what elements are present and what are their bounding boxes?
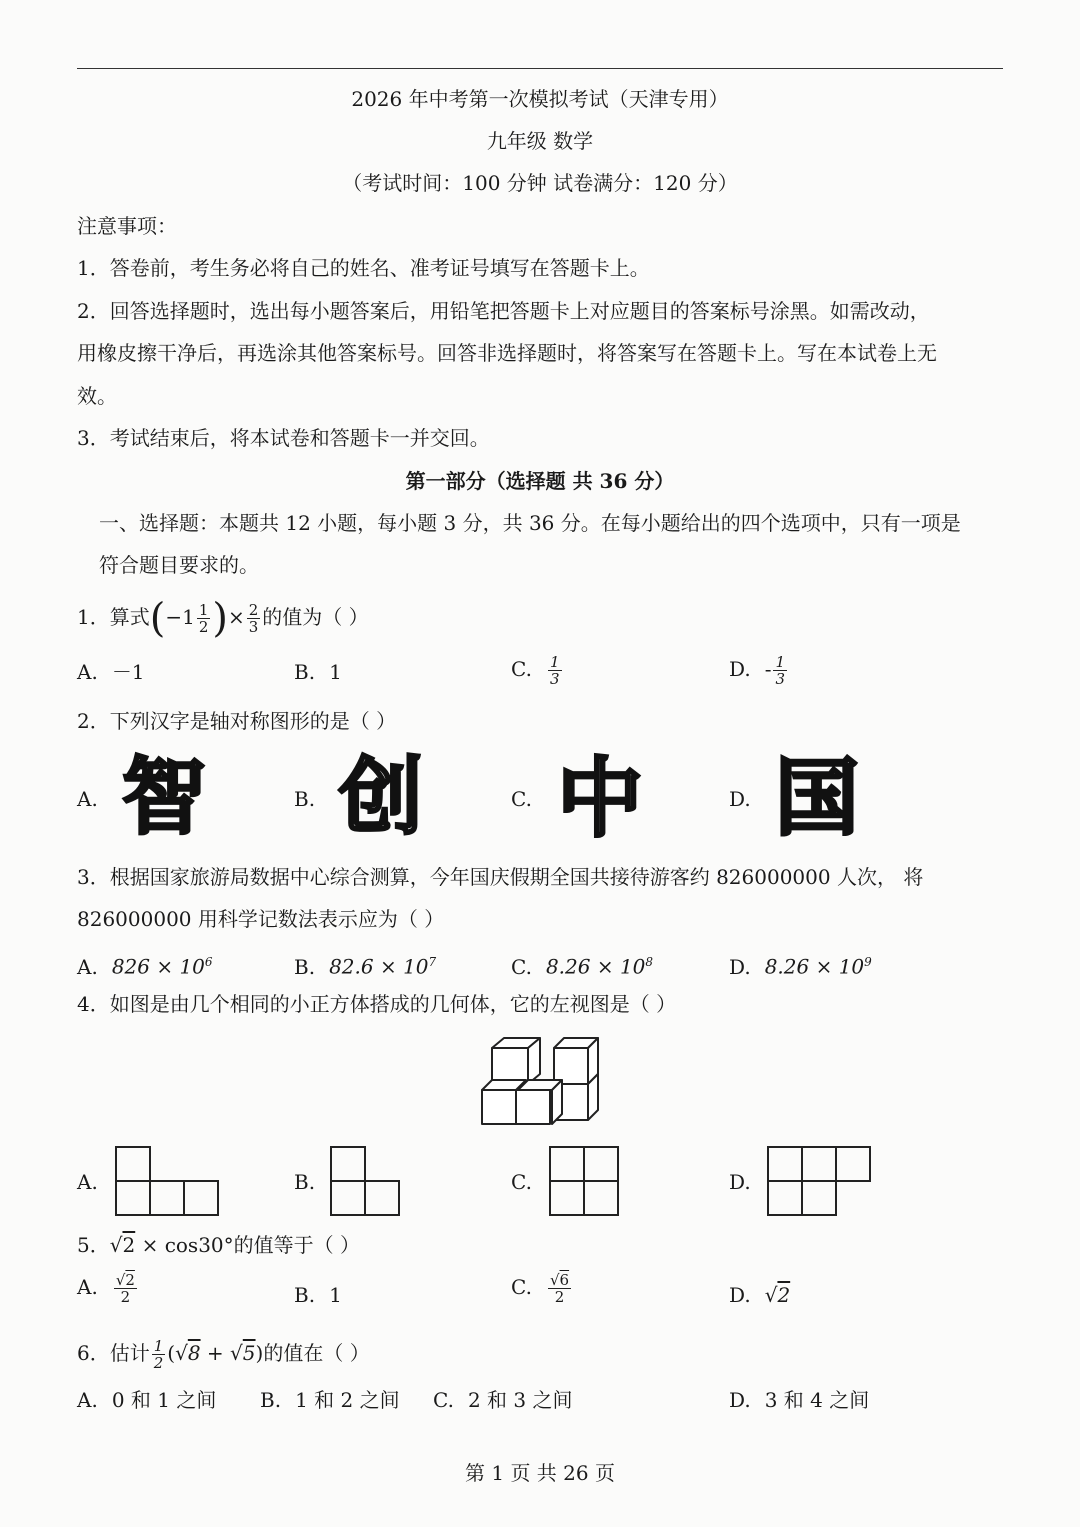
sqrt-value: 2 bbox=[125, 1271, 135, 1289]
fraction-den: 2 bbox=[120, 1288, 131, 1306]
q1-prefix: 1．算式 bbox=[77, 605, 150, 629]
glyph-char: 中 bbox=[557, 749, 643, 842]
q2-option-b[interactable] bbox=[294, 787, 315, 811]
q6-open-paren: (√ bbox=[167, 1341, 188, 1365]
q4-option-d[interactable] bbox=[729, 1170, 751, 1194]
q6-prefix: 6．估计 bbox=[77, 1341, 150, 1365]
notice-heading: 注意事项： bbox=[77, 214, 177, 238]
page-footer: 第 1 页 共 26 页 bbox=[465, 1461, 615, 1485]
option-label: B. bbox=[260, 1388, 282, 1412]
fraction-num: 1 bbox=[775, 653, 785, 671]
q1-frac2-den: 3 bbox=[248, 618, 259, 636]
exam-subtitle: 九年级 数学 bbox=[486, 129, 594, 153]
option-label: C. bbox=[433, 1388, 454, 1412]
q4-option-b-figure bbox=[329, 1145, 403, 1217]
option-value: －1 bbox=[111, 660, 145, 684]
question-2-stem: 2．下列汉字是轴对称图形的是（ ） bbox=[77, 709, 397, 733]
option-label: D. bbox=[729, 657, 751, 681]
q4-cube-figure bbox=[478, 1034, 604, 1128]
q2-option-b-glyph bbox=[334, 748, 428, 840]
option-label: B. bbox=[294, 660, 316, 684]
q1-option-a[interactable] bbox=[77, 660, 145, 684]
option-value: 1 bbox=[329, 1283, 342, 1307]
q2-option-d-glyph bbox=[770, 749, 864, 841]
glyph-char: 国 bbox=[774, 749, 860, 841]
option-value: 1 bbox=[329, 660, 342, 684]
q2-option-c-glyph bbox=[552, 748, 648, 842]
part1-heading: 第一部分（选择题 共 36 分） bbox=[405, 469, 675, 493]
notice-item-2-line-2: 用橡皮擦干净后，再选涂其他答案标号。回答非选择题时，将答案写在答题卡上。写在本试卷上无 bbox=[77, 341, 937, 365]
q3-option-b[interactable] bbox=[294, 950, 436, 979]
option-label: A. bbox=[77, 1275, 98, 1299]
q5-prefix: 5． bbox=[77, 1233, 110, 1257]
option-label: B. bbox=[294, 1170, 316, 1194]
q1-frac-2 bbox=[247, 602, 261, 635]
fraction-num: √2 bbox=[115, 1271, 135, 1289]
q4-option-d-figure bbox=[766, 1145, 872, 1217]
q1-neg: −1 bbox=[165, 605, 195, 629]
notice-item-3: 3．考试结束后，将本试卷和答题卡一并交回。 bbox=[77, 426, 490, 450]
fraction-den: 2 bbox=[554, 1288, 565, 1306]
option-fraction bbox=[548, 654, 562, 687]
option-label: A. bbox=[77, 660, 98, 684]
q6-sqrt-a: 8 bbox=[187, 1341, 201, 1365]
notice-item-1: 1．答卷前，考生务必将自己的姓名、准考证号填写在答题卡上。 bbox=[77, 256, 650, 280]
option-label: C. bbox=[511, 787, 532, 811]
option-label: A. bbox=[77, 787, 98, 811]
q1-option-d[interactable] bbox=[729, 654, 789, 687]
q6-option-d[interactable] bbox=[729, 1388, 869, 1412]
option-label: D. bbox=[729, 1170, 751, 1194]
q5-option-c[interactable] bbox=[511, 1272, 573, 1305]
option-label: D. bbox=[729, 1283, 751, 1307]
option-exponent: 7 bbox=[428, 955, 437, 969]
option-label: C. bbox=[511, 954, 532, 979]
option-label: B. bbox=[294, 787, 316, 811]
fraction-num: √6 bbox=[549, 1271, 570, 1289]
q4-option-a-figure bbox=[114, 1145, 220, 1217]
q4-option-a[interactable] bbox=[77, 1170, 98, 1194]
part1-instructions-line-2: 符合题目要求的。 bbox=[99, 553, 259, 577]
q1-times: × bbox=[227, 605, 245, 629]
option-value: 2 和 3 之间 bbox=[467, 1388, 573, 1412]
question-3-stem-line-2: 826000000 用科学记数法表示应为（ ） bbox=[77, 907, 445, 931]
q5-option-b[interactable] bbox=[294, 1283, 342, 1307]
q5-option-a[interactable] bbox=[77, 1272, 139, 1305]
q4-option-b[interactable] bbox=[294, 1170, 315, 1194]
q5-rest: × cos30°的值等于（ ） bbox=[135, 1233, 361, 1257]
q3-option-a[interactable] bbox=[77, 950, 213, 979]
q6-sqrt-b: 5 bbox=[242, 1341, 256, 1365]
question-5-stem bbox=[77, 1233, 360, 1257]
sqrt-value: 2 bbox=[777, 1283, 791, 1307]
q2-option-d[interactable] bbox=[729, 787, 751, 811]
option-value: 1 和 2 之间 bbox=[295, 1388, 400, 1412]
option-base: 8.26 × 10 bbox=[545, 954, 646, 979]
option-label: D. bbox=[729, 954, 751, 979]
fraction-num: 1 bbox=[549, 653, 560, 671]
option-base: 82.6 × 10 bbox=[329, 954, 429, 979]
q6-sqrt-sign: √ bbox=[230, 1341, 243, 1365]
fraction-den: 3 bbox=[775, 670, 785, 688]
q1-left-paren: ( bbox=[149, 595, 166, 642]
glyph-char: 创 bbox=[338, 748, 424, 840]
option-label: A. bbox=[77, 1388, 98, 1412]
q2-option-a[interactable] bbox=[77, 787, 98, 811]
option-label: D. bbox=[729, 787, 751, 811]
q4-option-c-figure bbox=[548, 1145, 622, 1217]
q6-suffix: 的值在（ ） bbox=[263, 1341, 370, 1365]
q6-option-b[interactable] bbox=[260, 1388, 400, 1412]
glyph-char: 智 bbox=[121, 748, 207, 840]
q1-option-c[interactable] bbox=[511, 654, 564, 687]
option-value: 0 和 1 之间 bbox=[111, 1388, 217, 1412]
q1-frac-1 bbox=[197, 602, 211, 635]
q2-option-c[interactable] bbox=[511, 787, 532, 811]
option-label: D. bbox=[729, 1388, 751, 1412]
option-label: C. bbox=[511, 1275, 532, 1299]
q5-sqrt-value: 2 bbox=[122, 1233, 136, 1257]
option-exponent: 6 bbox=[204, 955, 213, 969]
question-1-stem bbox=[77, 595, 369, 642]
question-4-stem: 4．如图是由几个相同的小正方体搭成的几何体，它的左视图是（ ） bbox=[77, 992, 677, 1016]
q1-frac2-num: 2 bbox=[248, 601, 259, 619]
q6-close-paren: ) bbox=[255, 1341, 264, 1365]
fraction-den: 2 bbox=[153, 1354, 164, 1372]
q3-option-d[interactable] bbox=[729, 950, 872, 979]
q1-option-b[interactable] bbox=[294, 660, 342, 684]
fraction-num: 1 bbox=[153, 1337, 164, 1355]
q5-option-d[interactable] bbox=[729, 1283, 790, 1307]
exam-info: （考试时间：100 分钟 试卷满分：120 分） bbox=[342, 171, 738, 195]
fraction-den: 3 bbox=[549, 670, 560, 688]
option-exponent: 8 bbox=[645, 955, 654, 969]
q6-option-c[interactable] bbox=[433, 1388, 572, 1412]
q6-option-a[interactable] bbox=[77, 1388, 216, 1412]
sqrt-value: 6 bbox=[559, 1271, 570, 1289]
option-fraction bbox=[114, 1272, 137, 1305]
option-label: B. bbox=[294, 1283, 316, 1307]
option-label: A. bbox=[77, 954, 98, 979]
q1-suffix: 的值为（ ） bbox=[262, 605, 369, 629]
part1-instructions-line-1: 一、选择题：本题共 12 小题，每小题 3 分，共 36 分。在每小题给出的四个选项中，只有一项是 bbox=[99, 511, 961, 535]
option-fraction bbox=[773, 654, 787, 687]
option-base: 826 × 10 bbox=[111, 954, 205, 979]
option-value: 3 和 4 之间 bbox=[764, 1388, 870, 1412]
q2-option-a-glyph bbox=[118, 748, 210, 840]
option-exponent: 9 bbox=[864, 955, 872, 969]
question-3-stem-line-1: 3．根据国家旅游局数据中心综合测算，今年国庆假期全国共接待游客约 826000000 人次， 将 bbox=[77, 865, 924, 889]
q3-option-c[interactable] bbox=[511, 950, 653, 979]
question-6-stem bbox=[77, 1338, 370, 1371]
option-neg: - bbox=[764, 657, 772, 681]
option-label: C. bbox=[511, 657, 532, 681]
exam-title: 2026 年中考第一次模拟考试（天津专用） bbox=[351, 87, 729, 111]
option-label: A. bbox=[77, 1170, 98, 1194]
q6-plus: + bbox=[200, 1341, 231, 1365]
option-label: C. bbox=[511, 1170, 532, 1194]
option-label: B. bbox=[294, 954, 316, 979]
q6-fraction bbox=[152, 1338, 166, 1371]
option-base: 8.26 × 10 bbox=[764, 954, 865, 979]
q5-sqrt-sign: √ bbox=[109, 1233, 123, 1257]
option-fraction bbox=[548, 1272, 571, 1305]
q4-option-c[interactable] bbox=[511, 1170, 532, 1194]
q1-frac1-den: 2 bbox=[198, 618, 209, 636]
q1-right-paren: ) bbox=[212, 595, 228, 642]
notice-item-2-line-3: 效。 bbox=[77, 384, 117, 408]
notice-item-2-line-1: 2．回答选择题时，选出每小题答案后，用铅笔把答题卡上对应题目的答案标号涂黑。如需改动， bbox=[77, 299, 930, 323]
sqrt-sign: √ bbox=[764, 1283, 778, 1307]
top-rule bbox=[77, 68, 1003, 69]
q1-frac1-num: 1 bbox=[198, 601, 209, 619]
